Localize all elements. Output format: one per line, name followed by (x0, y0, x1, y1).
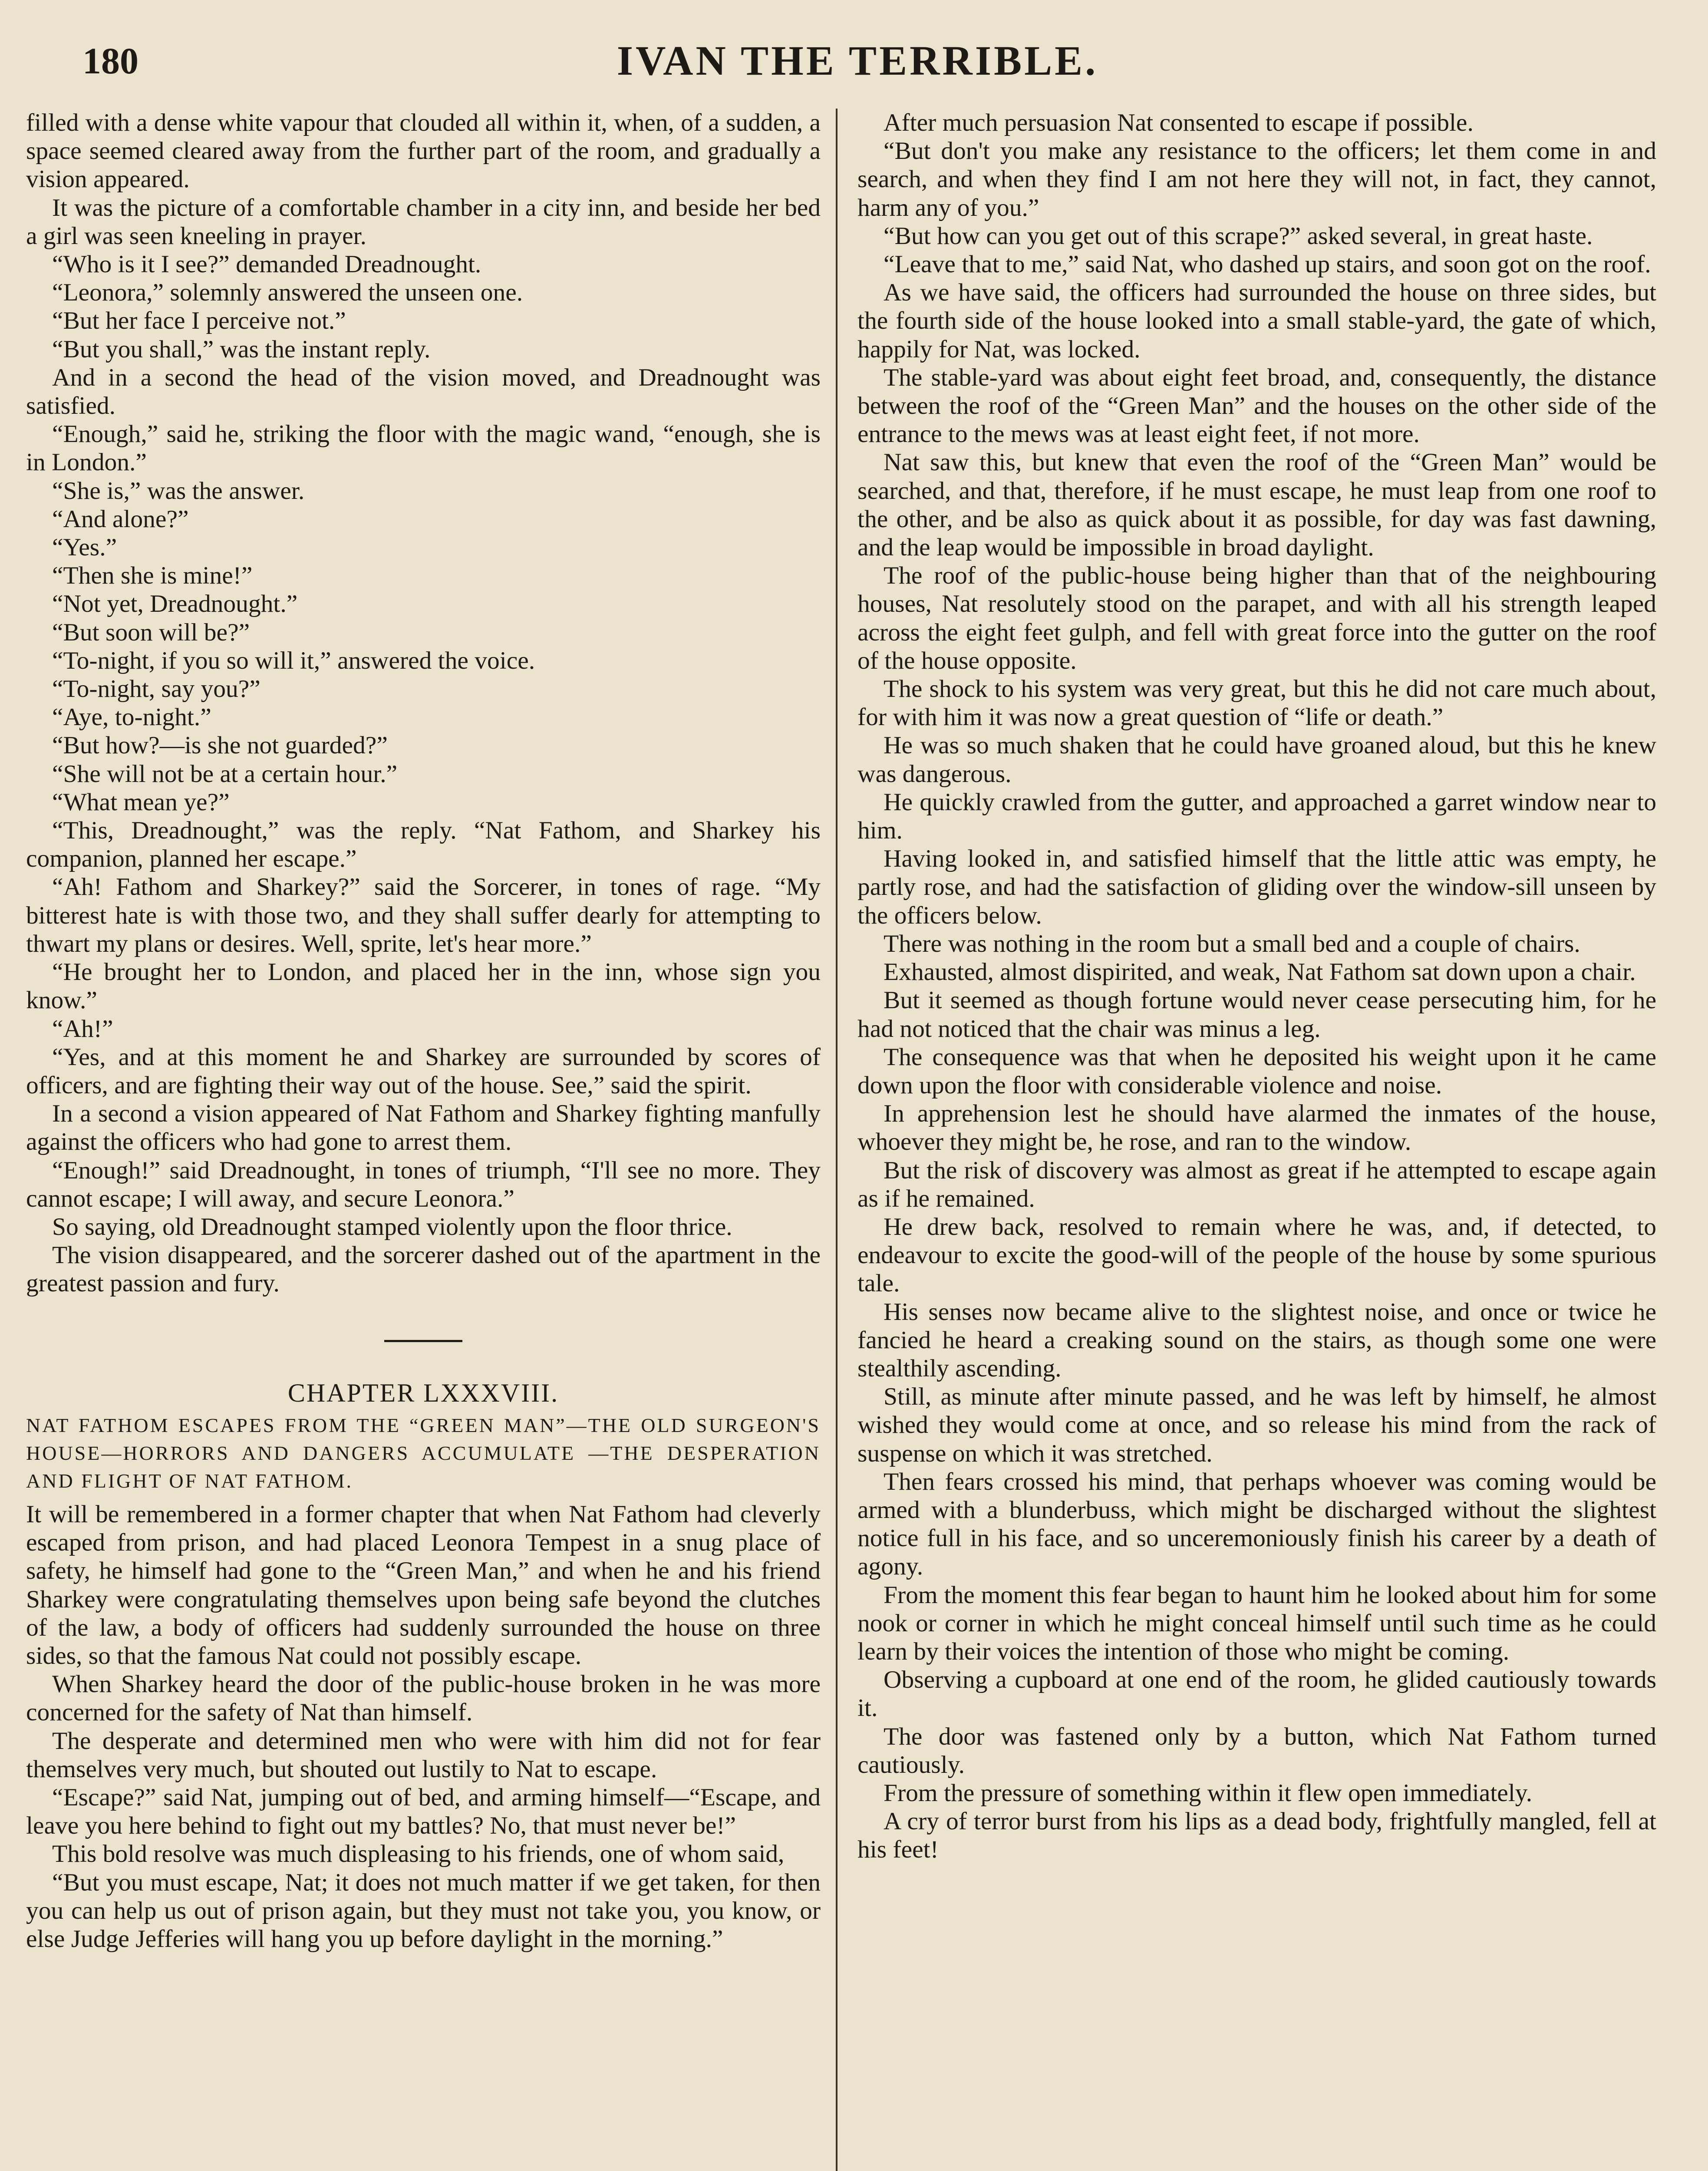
page-number: 180 (82, 40, 138, 82)
left-column-text (26, 109, 821, 1298)
paragraph: The shock to his system was very great, but this he did not care much about, for with him it was now a great question of “life or death.” (857, 675, 1656, 731)
paragraph: “To-night, say you?” (52, 675, 260, 703)
section-separator (26, 1325, 821, 1353)
paragraph: “She is,” was the answer. (52, 477, 305, 505)
chapter-text (26, 1500, 821, 1953)
paragraph: Still, as minute after minute passed, and he was left by himself, he almost wished they would come at once, and so release his mind from the rack of suspense on which it was stretched. (857, 1383, 1656, 1467)
paragraph: “Yes, and at this moment he and Sharkey are surrounded by scores of officers, and are fighting their way out of the house. See,” said the spirit. (26, 1043, 821, 1099)
paragraph: Exhausted, almost dispirited, and weak, Nat Fathom sat down upon a chair. (884, 958, 1636, 986)
paragraph: And in a second the head of the vision moved, and Dreadnought was satisfied. (26, 363, 821, 420)
paragraph: Having looked in, and satisfied himself that the little attic was empty, he partly rose, and had the satisfaction of gliding over the window-sill unseen by the officers below. (857, 845, 1656, 929)
paragraph: But the risk of discovery was almost as great if he attempted to escape again as if he remained. (857, 1156, 1656, 1212)
paragraph: From the pressure of something within it flew open immediately. (884, 1779, 1533, 1807)
paragraph: “But don't you make any resistance to the officers; let them come in and search, and when they find I am not here they will not, in fact, they cannot, harm any of you.” (857, 137, 1656, 221)
left-column (26, 109, 821, 2171)
paragraph: “What mean ye?” (52, 788, 230, 816)
paragraph: The door was fastened only by a button, which Nat Fathom turned cautiously. (857, 1722, 1656, 1778)
paragraph: “And alone?” (52, 505, 189, 533)
paragraph: “But how?—is she not guarded?” (52, 732, 388, 759)
paragraph: “Leonora,” solemnly answered the unseen one. (52, 279, 523, 307)
paragraph: The stable-yard was about eight feet broad, and, consequently, the distance between the roof of the “Green Man” and the houses on the other side of the entrance to the mews was at least eight feet, if not more. (857, 363, 1656, 448)
paragraph: It was the picture of a comfortable chamber in a city inn, and beside her bed a girl was seen kneeling in prayer. (26, 194, 821, 250)
paragraph: He drew back, resolved to remain where he was, and, if detected, to endeavour to excite the good-will of the people of the house by some spurious tale. (857, 1213, 1656, 1297)
paragraph: “But how can you get out of this scrape?” asked several, in great haste. (884, 222, 1593, 250)
paragraph: “But you must escape, Nat; it does not much matter if we get taken, for then you can help us out of prison again, but they must not take you, you know, or else Judge Jefferies will hang you up before daylight in the morning.” (26, 1868, 821, 1953)
paragraph: In a second a vision appeared of Nat Fathom and Sharkey fighting manfully against the officers who had gone to arrest them. (26, 1100, 821, 1156)
paragraph: As we have said, the officers had surrounded the house on three sides, but the fourth side of the house looked into a small stable-yard, the gate of which, happily for Nat, was locked. (857, 279, 1656, 363)
paragraph: “Then she is mine!” (52, 562, 253, 590)
right-column-text (857, 109, 1656, 1864)
paragraph: He quickly crawled from the gutter, and approached a garret window near to him. (857, 788, 1656, 845)
paragraph: “But soon will be?” (52, 618, 250, 646)
paragraph: The vision disappeared, and the sorcerer dashed out of the apartment in the greatest passion and fury. (26, 1241, 821, 1297)
paragraph: In apprehension lest he should have alarmed the inmates of the house, whoever they might be, he rose, and ran to the window. (857, 1100, 1656, 1156)
paragraph: “She will not be at a certain hour.” (52, 760, 398, 788)
paragraph: He was so much shaken that he could have groaned aloud, but this he knew was dangerous. (857, 732, 1656, 788)
paragraph: filled with a dense white vapour that clouded all within it, when, of a sudden, a space seemed cleared away from the further part of the room, and gradually a vision appeared. (26, 109, 821, 193)
paragraph: “Enough!” said Dreadnought, in tones of triumph, “I'll see no more. They cannot escape; I will away, and secure Leonora.” (26, 1156, 821, 1212)
paragraph: “Aye, to-night.” (52, 703, 211, 731)
paragraph: A cry of terror burst from his lips as a dead body, frightfully mangled, fell at his feet! (857, 1808, 1656, 1864)
column-divider (836, 109, 838, 2171)
paragraph: But it seemed as though fortune would never cease persecuting him, for he had not noticed that the chair was minus a leg. (857, 987, 1656, 1043)
paragraph: This bold resolve was much displeasing to his friends, one of whom said, (52, 1840, 785, 1868)
paragraph: Then fears crossed his mind, that perhaps whoever was coming would be armed with a blunderbuss, which might be discharged without the slightest notice full in his face, and so unceremoniously finish his career by a death of agony. (857, 1468, 1656, 1580)
paragraph: When Sharkey heard the door of the public-house broken in he was more concerned for the safety of Nat than himself. (26, 1670, 821, 1726)
paragraph: “Yes.” (52, 534, 117, 561)
paragraph: The desperate and determined men who were with him did not for fear themselves very much, but shouted out lustily to Nat to escape. (26, 1727, 821, 1783)
paragraph: “But you shall,” was the instant reply. (52, 335, 431, 363)
paragraph: The consequence was that when he deposited his weight upon it he came down upon the floor with considerable violence and noise. (857, 1043, 1656, 1099)
paragraph: His senses now became alive to the slightest noise, and once or twice he fancied he heard a creaking sound on the stairs, as though some one were stealthily ascending. (857, 1298, 1656, 1382)
paragraph: After much persuasion Nat consented to escape if possible. (884, 109, 1474, 136)
paragraph: There was nothing in the room but a small bed and a couple of chairs. (884, 930, 1580, 957)
paragraph: Observing a cupboard at one end of the room, he glided cautiously towards it. (857, 1666, 1656, 1722)
paragraph: “To-night, if you so will it,” answered the voice. (52, 647, 535, 674)
page-header (65, 30, 1650, 91)
paragraph: The roof of the public-house being higher than that of the neighbouring houses, Nat resolutely stood on the parapet, and with all his strength leaped across the eight feet gulph, and fell with great force into the gutter on the roof of the house opposite. (857, 562, 1656, 674)
running-title: IVAN THE TERRIBLE. (617, 37, 1098, 84)
paragraph: So saying, old Dreadnought stamped violently upon the floor thrice. (52, 1213, 732, 1241)
paragraph: “Ah!” (52, 1015, 113, 1043)
chapter-summary: NAT FATHOM ESCAPES FROM THE “GREEN MAN”—THE OLD SURGEON'S HOUSE—HORRORS AND DANGERS ACCUMULATE —THE DESPERATION AND FLIGHT OF NAT FATHOM. (26, 1414, 821, 1492)
paragraph: “Ah! Fathom and Sharkey?” said the Sorcerer, in tones of rage. “My bitterest hate is with those two, and they shall suffer dearly for attempting to thwart my plans or desires. Well, sprite, let's hear more.” (26, 873, 821, 957)
paragraph: “But her face I perceive not.” (52, 307, 346, 335)
right-column (857, 109, 1656, 2171)
paragraph: Nat saw this, but knew that even the roof of the “Green Man” would be searched, and that, therefore, if he must escape, he must leap from one roof to the other, and be also as quick about it as possible, for day was fast dawning, and the leap would be impossible in broad daylight. (857, 449, 1656, 561)
chapter-heading: CHAPTER LXXXVIII. (287, 1378, 559, 1407)
paragraph: From the moment this fear began to haunt him he looked about him for some nook or corner in which he might conceal himself until such time as he could learn by their voices the intention of those who might be coming. (857, 1581, 1656, 1665)
paragraph: “Who is it I see?” demanded Dreadnought. (52, 251, 481, 278)
paragraph: It will be remembered in a former chapter that when Nat Fathom had cleverly escaped from prison, and had placed Leonora Tempest in a snug place of safety, he himself had gone to the “Green Man,” and when he and his friend Sharkey were congratulating themselves upon being safe beyond the clutches of the law, a body of officers had suddenly surrounded the house on three sides, so that the famous Nat could not possibly escape. (26, 1500, 821, 1669)
paragraph: “Not yet, Dreadnought.” (52, 590, 298, 618)
paragraph: “This, Dreadnought,” was the reply. “Nat Fathom, and Sharkey his companion, planned her escape.” (26, 817, 821, 873)
paragraph: “He brought her to London, and placed her in the inn, whose sign you know.” (26, 958, 821, 1014)
paragraph: “Enough,” said he, striking the floor with the magic wand, “enough, she is in London.” (26, 420, 821, 476)
paragraph: “Leave that to me,” said Nat, who dashed up stairs, and soon got on the roof. (884, 251, 1651, 278)
paragraph: “Escape?” said Nat, jumping out of bed, and arming himself—“Escape, and leave you here behind to fight out my battles? No, that must never be!” (26, 1783, 821, 1840)
